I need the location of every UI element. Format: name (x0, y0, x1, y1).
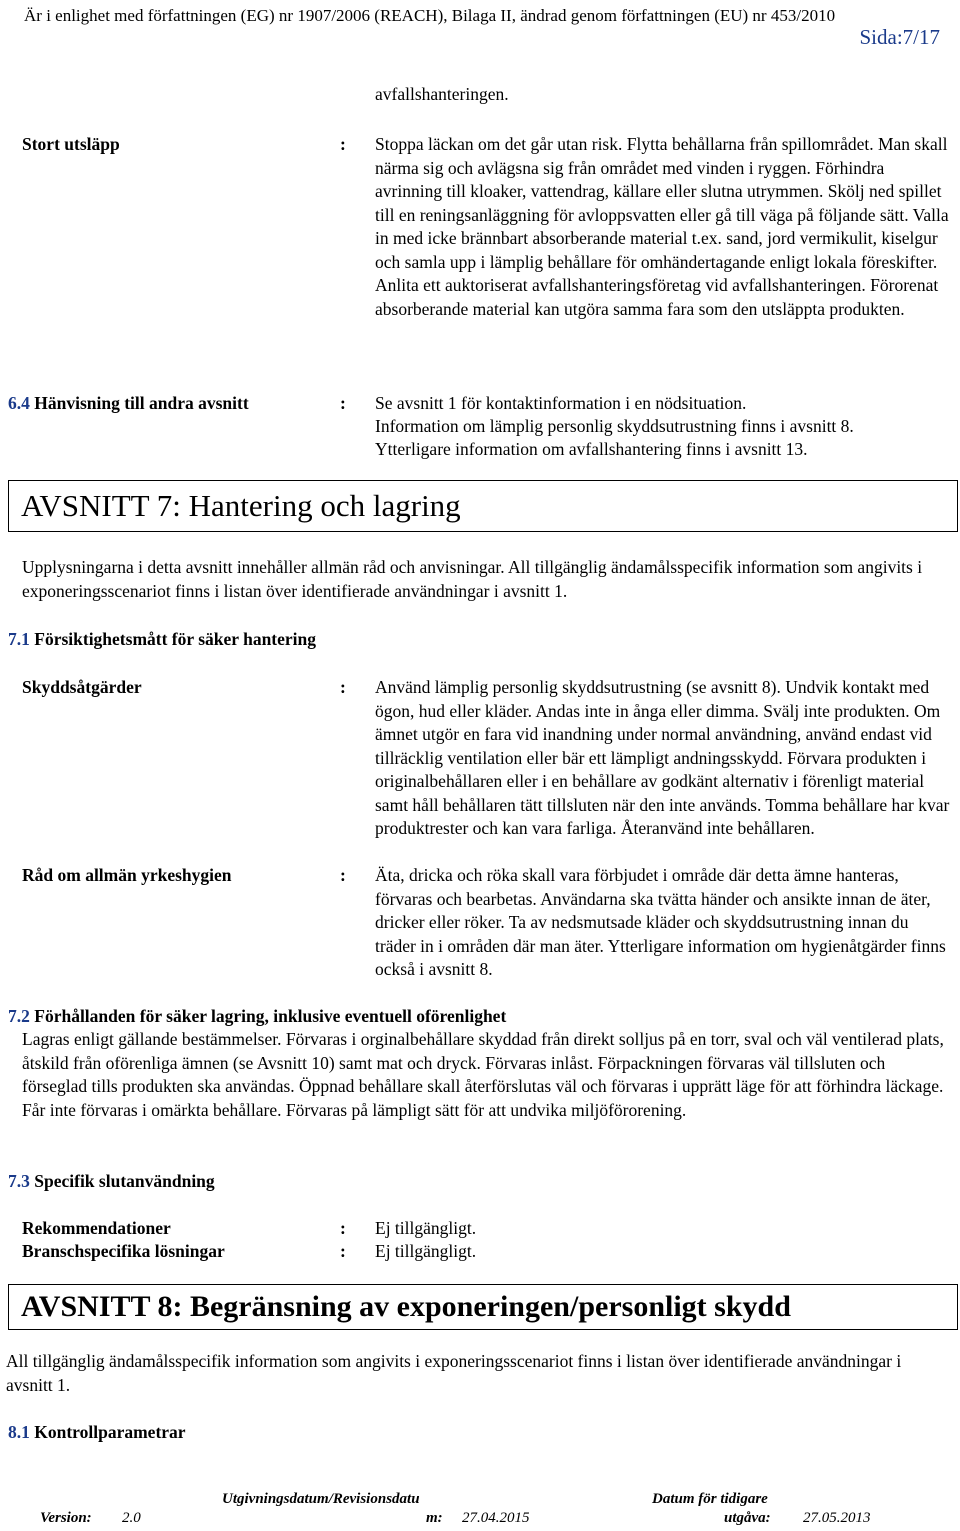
section-number: 6. (8, 393, 22, 413)
section-7-1-title: Försiktighetsmått för säker hantering (34, 629, 317, 649)
page-number: Sida:7/17 (859, 25, 940, 49)
section-subnumber: 2 (21, 1006, 30, 1026)
section-7-3-title: Specifik slutanvändning (34, 1171, 215, 1191)
large-spill-label: Stort utsläpp (22, 134, 120, 154)
hygiene-label: Råd om allmän yrkeshygien (22, 865, 232, 885)
industry-solutions-value: Ej tillgängligt. (375, 1241, 477, 1261)
issue-date-label: Utgivningsdatum/Revisionsdatu (222, 1491, 420, 1507)
section-8-title-box (8, 1284, 958, 1330)
protective-measures-text: Använd lämplig personlig skyddsutrustning (se avsnitt 8). Undvik kontakt med ögon, hud eller kläder. Andas inte in ånga eller dimma. Svälj inte produkten. Om ämnet utgör en fara vid inandning under normal användning, använd endast vid tillräcklig ventilation eller bär ett lämpligt andningsskydd. Förvara produkten i originalbehållaren eller i en behållare av godkänt alternativ i förenligt material samt håll behållaren tätt tillsluten när den inte används. Tomma behållare har kvar produktrester och kan vara farliga. Återanvänd inte behållaren. (375, 677, 950, 838)
colon: : (340, 1218, 346, 1238)
regulation-header: Är i enlighet med författningen (EG) nr 1907/2006 (REACH), Bilaga II, ändrad genom författningen (EU) nr 453/2010 (24, 6, 836, 25)
recommendations-value: Ej tillgängligt. (375, 1218, 477, 1238)
section-8-1-heading (8, 1421, 186, 1445)
previous-issue-label-cont: utgåva: (724, 1510, 771, 1526)
section-7-title: AVSNITT 7: Hantering och lagring (21, 488, 461, 523)
colon: : (340, 1241, 346, 1261)
version-label: Version: (40, 1510, 92, 1526)
hygiene-text: Äta, dricka och röka skall vara förbjudet i område där detta ämne hanteras, förvaras och bearbetas. Användarna ska tvätta händer och ansikte innan de äter, dricker eller röker. Ta av nedsmutsade kläder och skyddsutrustning innan du träder in i områden där man äter. Ytterligare information om hygienåtgärder finns också i avsnitt 8. (375, 865, 946, 979)
section-7-2-heading (8, 1005, 506, 1029)
section-7-title-box (8, 480, 958, 532)
previous-issue-value: 27.05.2013 (803, 1510, 871, 1526)
s64-line-2: Information om lämplig personlig skyddsutrustning finns i avsnitt 8. (375, 416, 854, 436)
section-subnumber: 4 (21, 393, 30, 413)
section-8-title: AVSNITT 8: Begränsning av exponeringen/personligt skydd (21, 1290, 791, 1323)
recommendations-label: Rekommendationer (22, 1218, 171, 1238)
previous-issue-label: Datum för tidigare (652, 1491, 768, 1507)
section-number: 7. (8, 1171, 22, 1191)
section-subnumber: 1 (21, 629, 30, 649)
colon: : (340, 393, 346, 413)
section-subnumber: 1 (21, 1422, 30, 1442)
section-7-1-heading (8, 628, 316, 652)
section-6-4-heading (8, 392, 249, 416)
carryover-text: avfallshanteringen. (375, 84, 509, 104)
s64-line-3: Ytterligare information om avfallshantering finns i avsnitt 13. (375, 439, 808, 459)
section-subnumber: 3 (21, 1171, 30, 1191)
issue-date-value: 27.04.2015 (462, 1510, 530, 1526)
version-value: 2.0 (122, 1510, 141, 1526)
section-7-3-heading (8, 1170, 215, 1194)
issue-date-label-cont: m: (426, 1510, 443, 1526)
section-6-4-title: Hänvisning till andra avsnitt (34, 393, 249, 413)
colon: : (340, 865, 346, 885)
section-7-2-text: Lagras enligt gällande bestämmelser. Förvaras i orginalbehållare skyddad från direkt solljus på en torr, sval och väl ventilerad plats, åtskild från oförenliga ämnen (se Avsnitt 10) samt mat och dryck. Förvaras inlåst. Förpackningen förvaras väl tillsluten och förseglad tills produkten ska användas. Öppnad behållare skall återförslutas väl och förvaras i upprätt läge för att förhindra läckage. Får inte förvaras i omärkta behållare. Förvaras på lämpligt sätt för att undvika miljöförorening. (22, 1029, 944, 1120)
section-number: 7. (8, 629, 22, 649)
colon: : (340, 134, 346, 154)
section-7-2-title: Förhållanden för säker lagring, inklusive eventuell oförenlighet (34, 1006, 507, 1026)
section-7-intro: Upplysningarna i detta avsnitt innehåller allmän råd och anvisningar. All tillgänglig ändamålsspecifik information som angivits i exponeringsscenariot finns i listan över identifierade användningar i avsnitt 1. (22, 557, 923, 601)
s64-line-1: Se avsnitt 1 för kontaktinformation i en nödsituation. (375, 393, 747, 413)
large-spill-text: Stoppa läckan om det går utan risk. Flytta behållarna från spillområdet. Man skall närma sig och avlägsna sig från området med vinden i ryggen. Förhindra avrinning till kloaker, vattendrag, källare eller slutna utrymmen. Skölj ned spillet till en reningsanläggning för avloppsvatten eller gå till väga på följande sätt. Valla in med icke brännbart absorberande material t.ex. sand, jord vermikulit, kiselgur och samla upp i lämplig behållare för omhändertagande enligt lokala föreskifter. Anlita ett auktoriserat avfallshanteringsföretag vid avfallshanteringen. Förorenat absorberande material kan utgöra samma fara som den utsläppta produkten. (375, 134, 949, 319)
section-number: 8. (8, 1422, 22, 1442)
protective-measures-label: Skyddsåtgärder (22, 677, 142, 697)
section-number: 7. (8, 1006, 22, 1026)
section-8-1-title: Kontrollparametrar (34, 1422, 186, 1442)
industry-solutions-label: Branschspecifika lösningar (22, 1241, 225, 1261)
section-8-intro: All tillgänglig ändamålsspecifik information som angivits i exponeringsscenariot finns i listan över identifierade användningar i avsnitt 1. (6, 1351, 902, 1395)
colon: : (340, 677, 346, 697)
